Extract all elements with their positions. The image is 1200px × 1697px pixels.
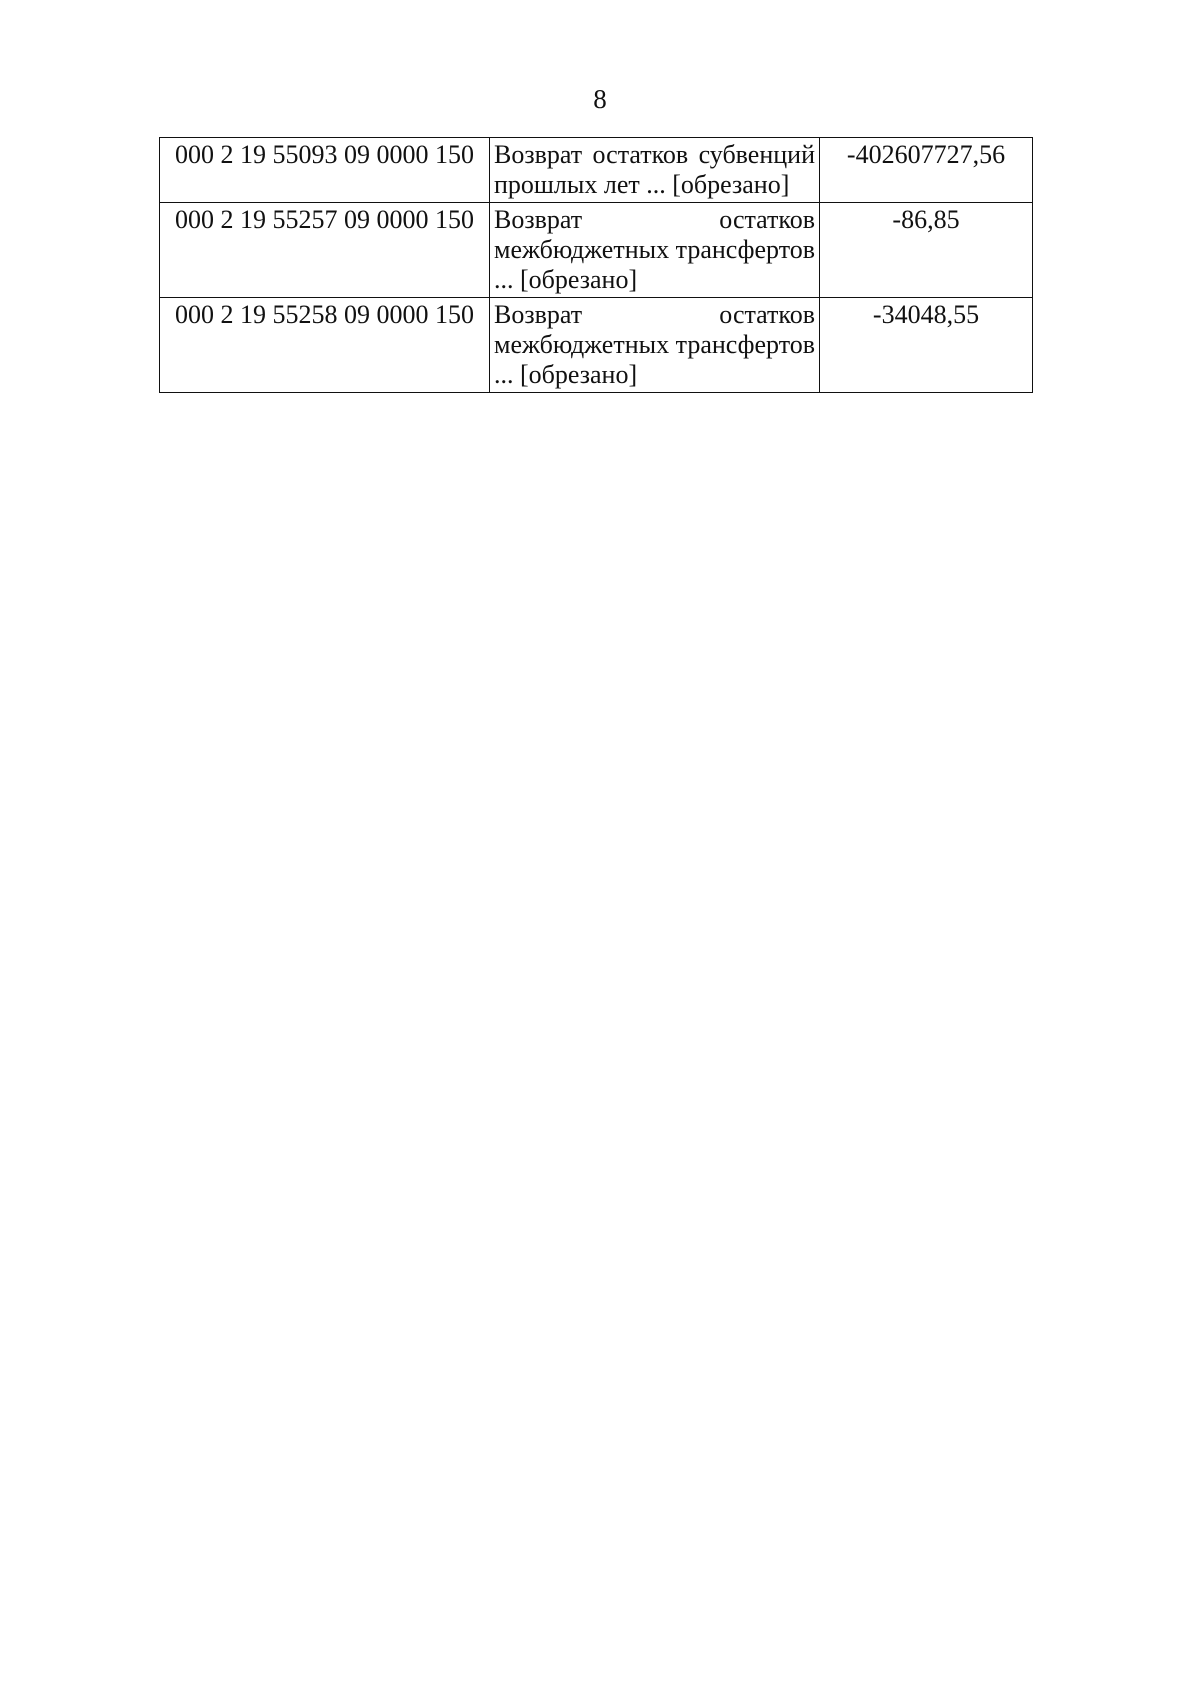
budget-table bbox=[159, 137, 1033, 393]
table-row bbox=[160, 138, 1033, 203]
amount-cell: -402607727,56 bbox=[820, 138, 1033, 203]
budget-code-cell: 000 2 19 55093 09 0000 150 bbox=[160, 138, 490, 203]
page-number: 8 bbox=[593, 84, 607, 114]
table-row bbox=[160, 203, 1033, 298]
budget-code-cell: 000 2 19 55258 09 0000 150 bbox=[160, 298, 490, 393]
description-cell: Возврат остатков субвенций прошлых лет ... [обрезано] bbox=[490, 138, 820, 203]
table-row bbox=[160, 298, 1033, 393]
description-cell: Возврат остатков межбюджетных трансфертов ... [обрезано] bbox=[490, 203, 820, 298]
amount-cell: -34048,55 bbox=[820, 298, 1033, 393]
budget-code-cell: 000 2 19 55257 09 0000 150 bbox=[160, 203, 490, 298]
description-cell: Возврат остатков межбюджетных трансфертов ... [обрезано] bbox=[490, 298, 820, 393]
amount-cell: -86,85 bbox=[820, 203, 1033, 298]
